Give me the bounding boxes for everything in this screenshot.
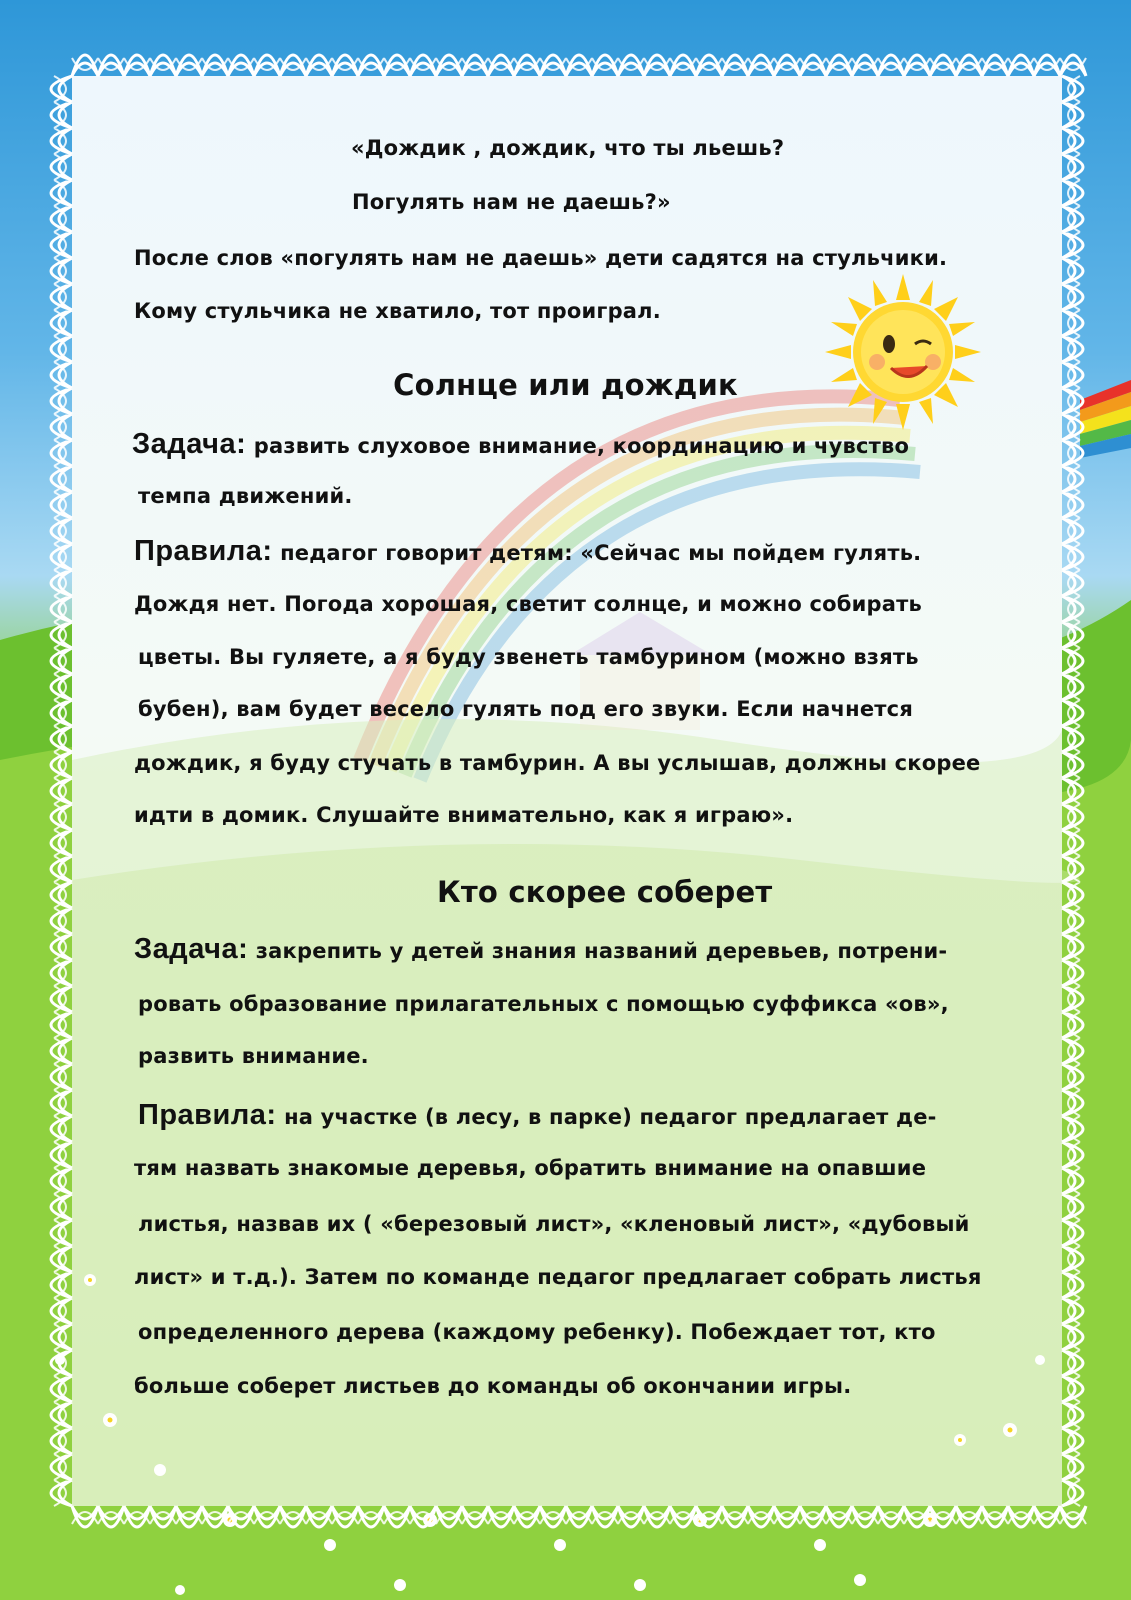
game1-rules-line-5: дождик, я буду стучать в тамбурин. А вы услышав, должны скорее bbox=[134, 751, 981, 775]
game2-rules bbox=[138, 1099, 937, 1132]
game2-rules-line-3: листья, назвав их ( «березовый лист», «кленовый лист», «дубовый bbox=[138, 1212, 970, 1236]
game2-task-text: закрепить у детей знания названий деревьев, потрени- bbox=[248, 939, 948, 963]
game2-rules-line-5: определенного дерева (каждому ребенку). Побеждает тот, кто bbox=[138, 1320, 936, 1344]
intro-line-2: Кому стульчика не хватило, тот проиграл. bbox=[134, 299, 661, 323]
game2-task-label: Задача: bbox=[134, 933, 249, 965]
game1-task-line-2: темпа движений. bbox=[138, 484, 353, 508]
poem-line-1: «Дождик , дождик, что ты льешь? bbox=[351, 136, 785, 160]
game2-rules-label: Правила: bbox=[138, 1099, 277, 1131]
game1-task bbox=[132, 428, 909, 461]
game1-rules-line-6: идти в домик. Слушайте внимательно, как я играю». bbox=[134, 803, 794, 827]
game1-rules bbox=[134, 535, 921, 568]
game1-task-text: развить слуховое внимание, координацию и чувство bbox=[246, 434, 910, 458]
game1-task-label: Задача: bbox=[132, 428, 247, 460]
game2-task-line-2: ровать образование прилагательных с помощью суффикса «ов», bbox=[138, 992, 949, 1016]
game1-rules-label: Правила: bbox=[134, 535, 273, 567]
game2-rules-line-6: больше соберет листьев до команды об окончании игры. bbox=[134, 1374, 852, 1398]
poem-line-2: Погулять нам не даешь?» bbox=[352, 190, 671, 214]
game2-task-line-3: развить внимание. bbox=[138, 1044, 369, 1068]
game1-rules-line-2: Дождя нет. Погода хорошая, светит солнце, и можно собирать bbox=[134, 592, 922, 616]
intro-line-1: После слов «погулять нам не даешь» дети садятся на стульчики. bbox=[134, 246, 948, 270]
game2-task bbox=[134, 933, 947, 966]
game2-title: Кто скорее соберет bbox=[437, 875, 773, 909]
game1-title: Солнце или дождик bbox=[393, 368, 738, 402]
game2-rules-text: на участке (в лесу, в парке) педагог предлагает де- bbox=[276, 1105, 937, 1129]
game1-rules-line-4: бубен), вам будет весело гулять под его звуки. Если начнется bbox=[138, 697, 914, 721]
game2-rules-line-4: лист» и т.д.). Затем по команде педагог предлагает собрать листья bbox=[134, 1265, 982, 1289]
game2-rules-line-2: тям назвать знакомые деревья, обратить внимание на опавшие bbox=[134, 1156, 927, 1180]
game1-rules-line-3: цветы. Вы гуляете, а я буду звенеть тамбурином (можно взять bbox=[138, 645, 919, 669]
game1-rules-text: педагог говорит детям: «Сейчас мы пойдем гулять. bbox=[272, 541, 922, 565]
